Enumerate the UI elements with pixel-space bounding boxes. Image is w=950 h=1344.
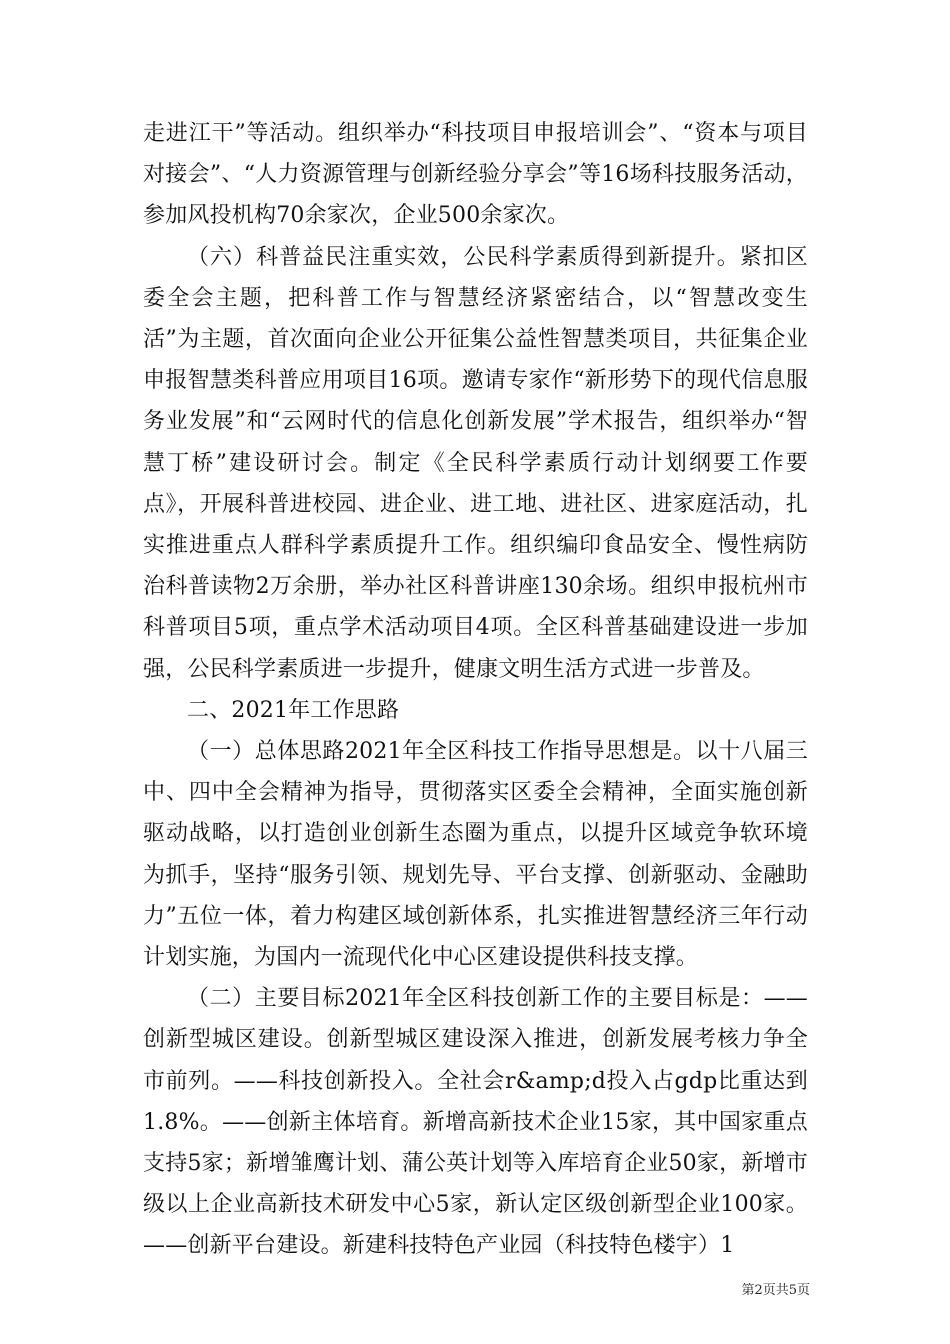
section-heading-2021-work-plan: 二、2021年工作思路: [187, 697, 400, 723]
document-body: [143, 113, 808, 1267]
paragraph-main-goals: （二）主要目标2021年全区科技创新工作的主要目标是：——创新型城区建设。创新型城区建设深入推进，创新发展考核力争全市前列。——科技创新投入。全社会r&amp;d投入占gdp比重达到1.8%。——创新主体培育。新增高新技术企业15家，其中国家重点支持5家；新增雏鹰计划、蒲公英计划等入库培育企业50家，新增市级以上企业高新技术研发中心5家，新认定区级创新型企业100家。——创新平台建设。新建科技特色产业园（科技特色楼宇）1: [143, 986, 808, 1259]
paragraph-activities-summary: 走进江干”等活动。组织举办“科技项目申报培训会”、“资本与项目对接会”、“人力资源管理与创新经验分享会”等16场科技服务活动，参加风投机构70余家次，企业500余家次。: [143, 121, 808, 229]
paragraph-overall-approach: （一）总体思路2021年全区科技工作指导思想是。以十八届三中、四中全会精神为指导，贯彻落实区委全会精神，全面实施创新驱动战略，以打造创业创新生态圈为重点，以提升区域竞争软环境为抓手，坚持“服务引领、规划先导、平台支撑、创新驱动、金融助力”五位一体，着力构建区域创新体系，扎实推进智慧经济三年行动计划实施，为国内一流现代化中心区建设提供科技支撑。: [143, 739, 808, 971]
paragraph-science-popularization: （六）科普益民注重实效，公民科学素质得到新提升。紧扣区委全会主题，把科普工作与智慧经济紧密结合，以“智慧改变生活”为主题，首次面向企业公开征集公益性智慧类项目，共征集企业申报智慧类科普应用项目16项。邀请专家作“新形势下的现代信息服务业发展”和“云网时代的信息化创新发展”学术报告，组织举办“智慧丁桥”建设研讨会。制定《全民科学素质行动计划纲要工作要点》，开展科普进校园、进企业、进工地、进社区、进家庭活动，扎实推进重点人群科学素质提升工作。组织编印食品安全、慢性病防治科普读物2万余册，举办社区科普讲座130余场。组织申报杭州市科普项目5项，重点学术活动项目4项。全区科普基础建设进一步加强，公民科学素质进一步提升，健康文明生活方式进一步普及。: [143, 244, 808, 682]
page-number-footer: 第2页共5页: [741, 1283, 810, 1298]
